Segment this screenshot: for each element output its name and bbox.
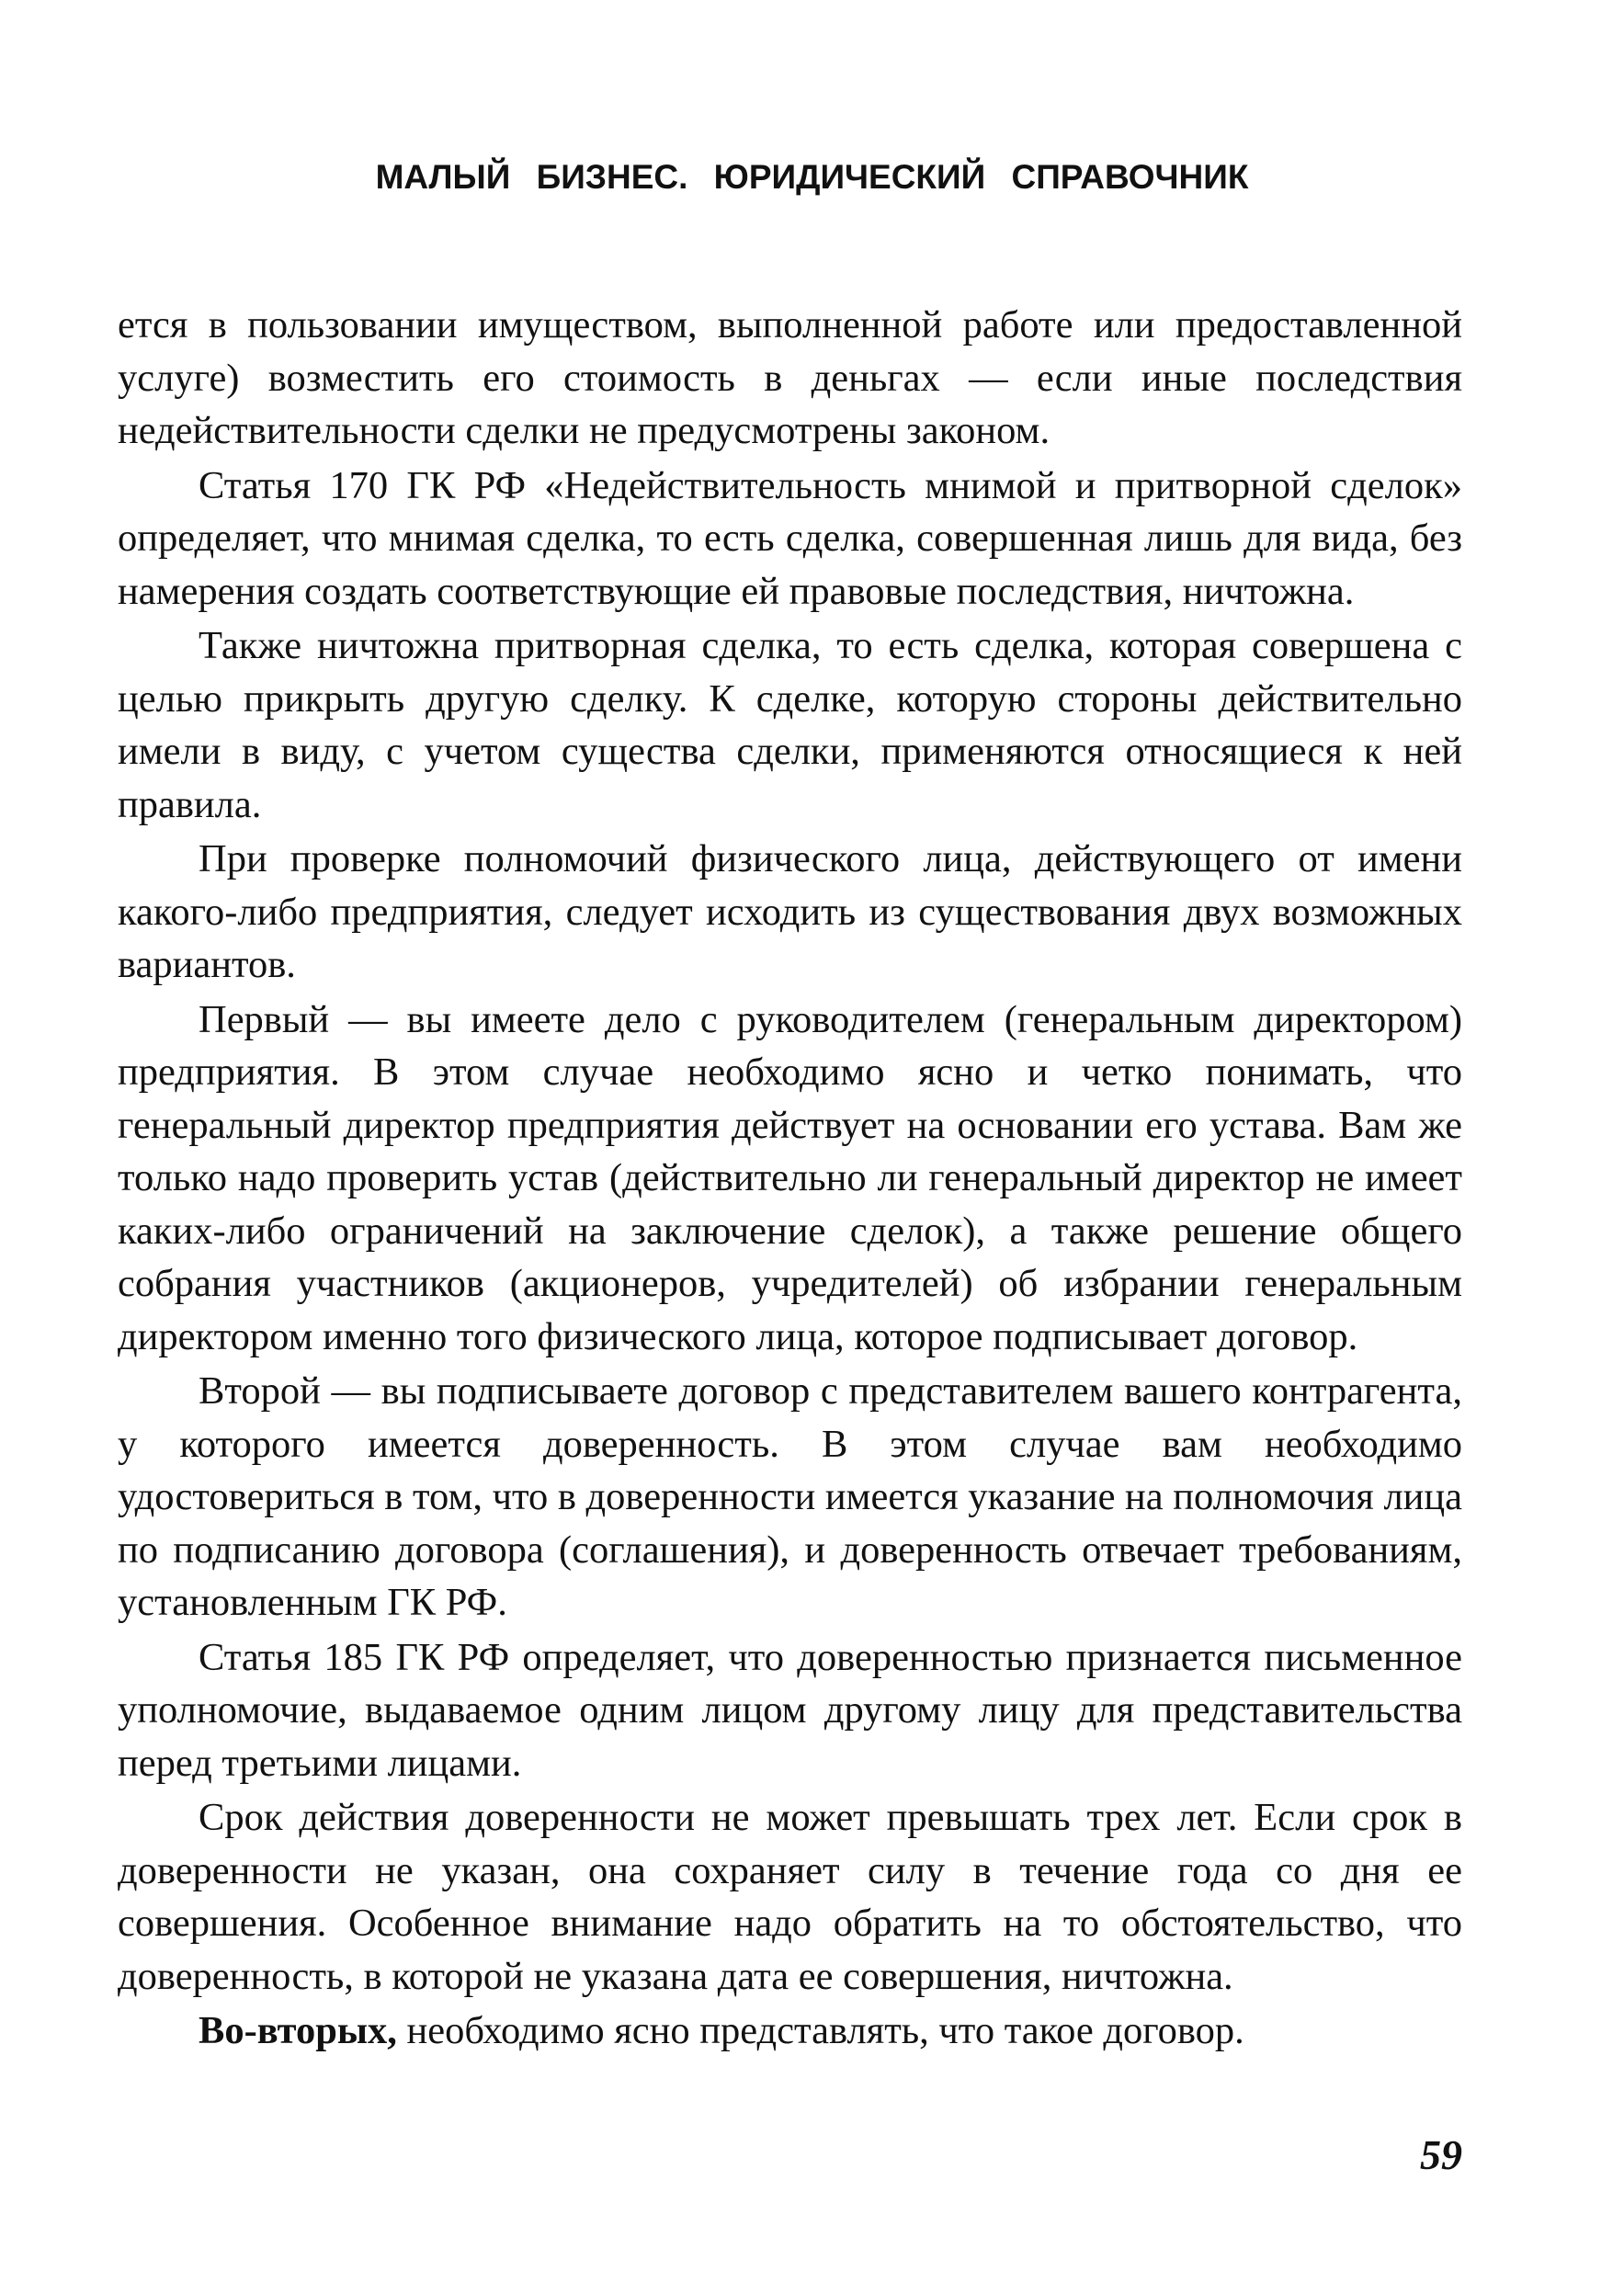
- paragraph-lead: Во-вторых,: [199, 2009, 397, 2052]
- paragraph: При проверке полномочий физического лица, действующего от имени какого-либо предприятия, следует исходить из существования двух возможных вариантов.: [118, 837, 1462, 986]
- page-body: [118, 299, 1462, 2060]
- paragraph-text: необходимо ясно представлять, что такое договор.: [396, 2009, 1244, 2052]
- paragraph: Также ничтожна притворная сделка, то есть сделка, которая совершена с целью прикрыть другую сделку. К сделке, которую стороны действительно имели в виду, с учетом существа сделки, применяются относящиеся к ней правила.: [118, 624, 1462, 826]
- paragraph: Статья 185 ГК РФ определяет, что доверенностью признается письменное уполномочие, выдаваемое одним лицом другому лицу для представительства перед третьими лицами.: [118, 1635, 1462, 1785]
- paragraph: Второй — вы подписываете договор с представителем вашего контрагента, у которого имеется доверенность. В этом случае вам необходимо удостовериться в том, что в доверенности имеется указание на полномочия лица по подписанию договора (соглашения), и доверенность отвечает требованиям, установленным ГК РФ.: [118, 1369, 1463, 1624]
- paragraph: Первый — вы имеете дело с руководителем (генеральным директором) предприятия. В этом случае необходимо ясно и четко понимать, что генеральный директор предприятия действует на основании его устава. Вам же только надо проверить устав (действительно ли генеральный директор не имеет каких-либо ограничений на заключение сделок), а также решение общего собрания участников (акционеров, учредителей) об избрании генеральным директором именно того физического лица, которое подписывает договор.: [118, 997, 1462, 1358]
- running-header: МАЛЫЙ БИЗНЕС. ЮРИДИЧЕСКИЙ СПРАВОЧНИК: [375, 158, 1249, 196]
- paragraph: Срок действия доверенности не может превышать трех лет. Если срок в доверенности не указан, она сохраняет силу в течение года со дня ее совершения. Особенное внимание надо обратить на то обстоятельство, что доверенность, в которой не указана дата ее совершения, ничтожна.: [118, 1796, 1462, 1998]
- page-number: 59: [1420, 2131, 1462, 2178]
- paragraph: ется в пользовании имуществом, выполненной работе или предоставленной услуге) возместить его стоимость в деньгах — если иные последствия недействительности сделки не предусмотрены законом.: [118, 303, 1462, 452]
- paragraph: [118, 2004, 1462, 2058]
- paragraph: Статья 170 ГК РФ «Недействительность мнимой и притворной сделок» определяет, что мнимая сделка, то есть сделка, совершенная лишь для вида, без намерения создать соответствующие ей правовые последствия, ничтожна.: [118, 463, 1462, 613]
